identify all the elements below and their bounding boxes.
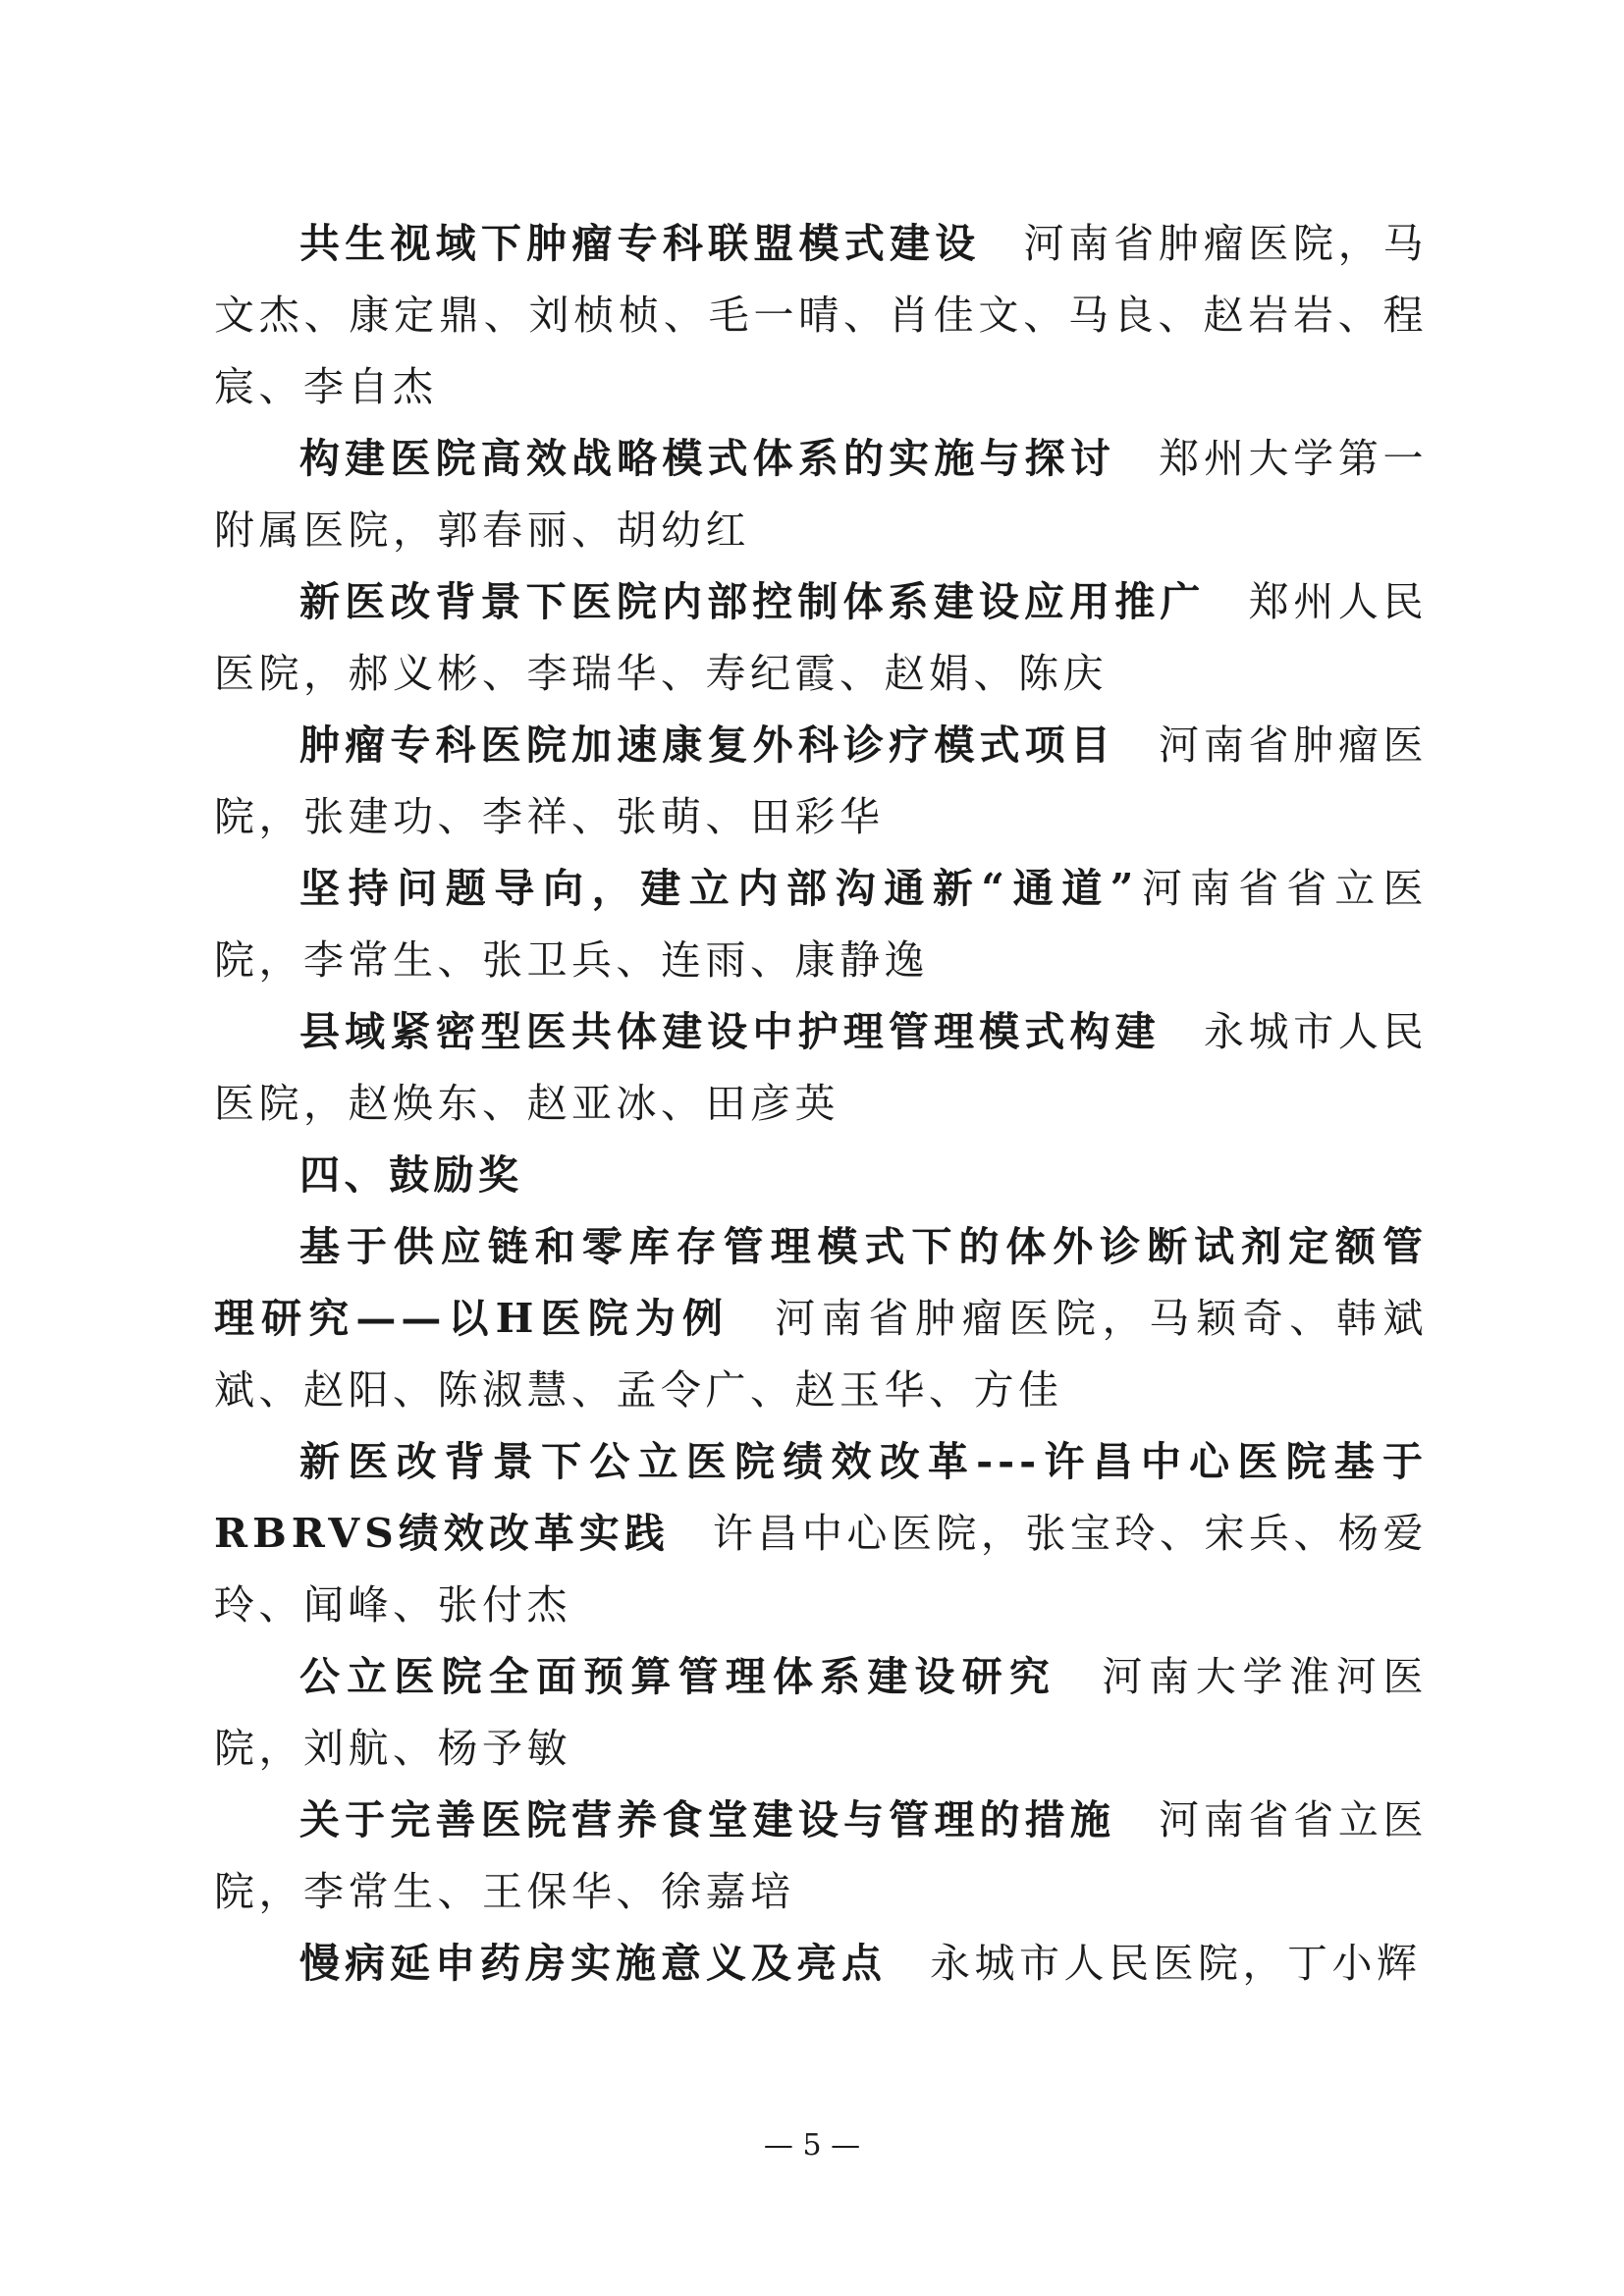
entry-org-authors: 永城市人民医院，赵焕东、赵亚冰、田彦英 xyxy=(214,1008,1429,1127)
entry-org-authors: 河南省肿瘤医院，马文杰、康定鼎、刘桢桢、毛一晴、肖佳文、马良、赵岩岩、程宸、李自杰 xyxy=(214,220,1428,410)
award-entry xyxy=(214,1641,1428,1785)
award-entry xyxy=(214,1211,1428,1426)
entry-org-authors: 河南省肿瘤医院，张建功、李祥、张萌、田彩华 xyxy=(214,721,1428,840)
award-entry xyxy=(214,208,1428,423)
document-body xyxy=(214,208,1428,2000)
entry-org-authors: 河南大学淮河医院，刘航、杨予敏 xyxy=(214,1653,1429,1772)
entry-title: 县域紧密型医共体建设中护理管理模式构建 xyxy=(299,1008,1161,1055)
entry-org-authors: 河南省肿瘤医院，马颖奇、韩斌斌、赵阳、陈淑慧、孟令广、赵玉华、方佳 xyxy=(214,1295,1428,1414)
award-entry xyxy=(214,710,1428,853)
award-entry xyxy=(214,423,1428,566)
entry-org-authors: 永城市人民医院，丁小辉 xyxy=(930,1940,1422,1987)
award-entry xyxy=(214,853,1428,996)
entry-org-authors: 郑州大学第一附属医院，郭春丽、胡幼红 xyxy=(214,435,1428,554)
award-entry xyxy=(214,1785,1428,1928)
award-entry xyxy=(214,996,1428,1140)
entry-org-authors: 许昌中心医院，张宝玲、宋兵、杨爱玲、闻峰、张付杰 xyxy=(214,1510,1429,1629)
entry-title: 新医改背景下公立医院绩效改革---许昌中心医院基于RBRVS绩效改革实践 xyxy=(214,1438,1428,1557)
entry-title: 新医改背景下医院内部控制体系建设应用推广 xyxy=(299,578,1206,625)
award-entry xyxy=(214,566,1428,710)
award-entry xyxy=(214,1426,1428,1641)
award-entry xyxy=(214,1928,1428,2000)
entry-org-authors: 河南省省立医院，李常生、王保华、徐嘉培 xyxy=(214,1796,1428,1915)
entry-title: 共生视域下肿瘤专科联盟模式建设 xyxy=(299,220,981,267)
page-number: — 5 — xyxy=(763,2128,861,2163)
entry-org-authors: 郑州人民医院，郝义彬、李瑞华、寿纪霞、赵娟、陈庆 xyxy=(214,578,1428,697)
section-heading: 四、鼓励奖 xyxy=(299,1151,523,1199)
entry-title: 坚持问题导向，建立内部沟通新“通道” xyxy=(299,865,1139,912)
entry-title: 关于完善医院营养食堂建设与管理的措施 xyxy=(299,1796,1115,1843)
entry-title: 基于供应链和零库存管理模式下的体外诊断试剂定额管理研究——以H医院为例 xyxy=(214,1223,1428,1342)
entry-title: 肿瘤专科医院加速康复外科诊疗模式项目 xyxy=(299,721,1115,769)
entry-title: 构建医院高效战略模式体系的实施与探讨 xyxy=(299,435,1115,482)
entry-title: 慢病延申药房实施意义及亮点 xyxy=(299,1940,887,1987)
entry-title: 公立医院全面预算管理体系建设研究 xyxy=(299,1653,1057,1700)
entry-org-authors: 河南省省立医院，李常生、张卫兵、连雨、康静逸 xyxy=(214,865,1428,984)
